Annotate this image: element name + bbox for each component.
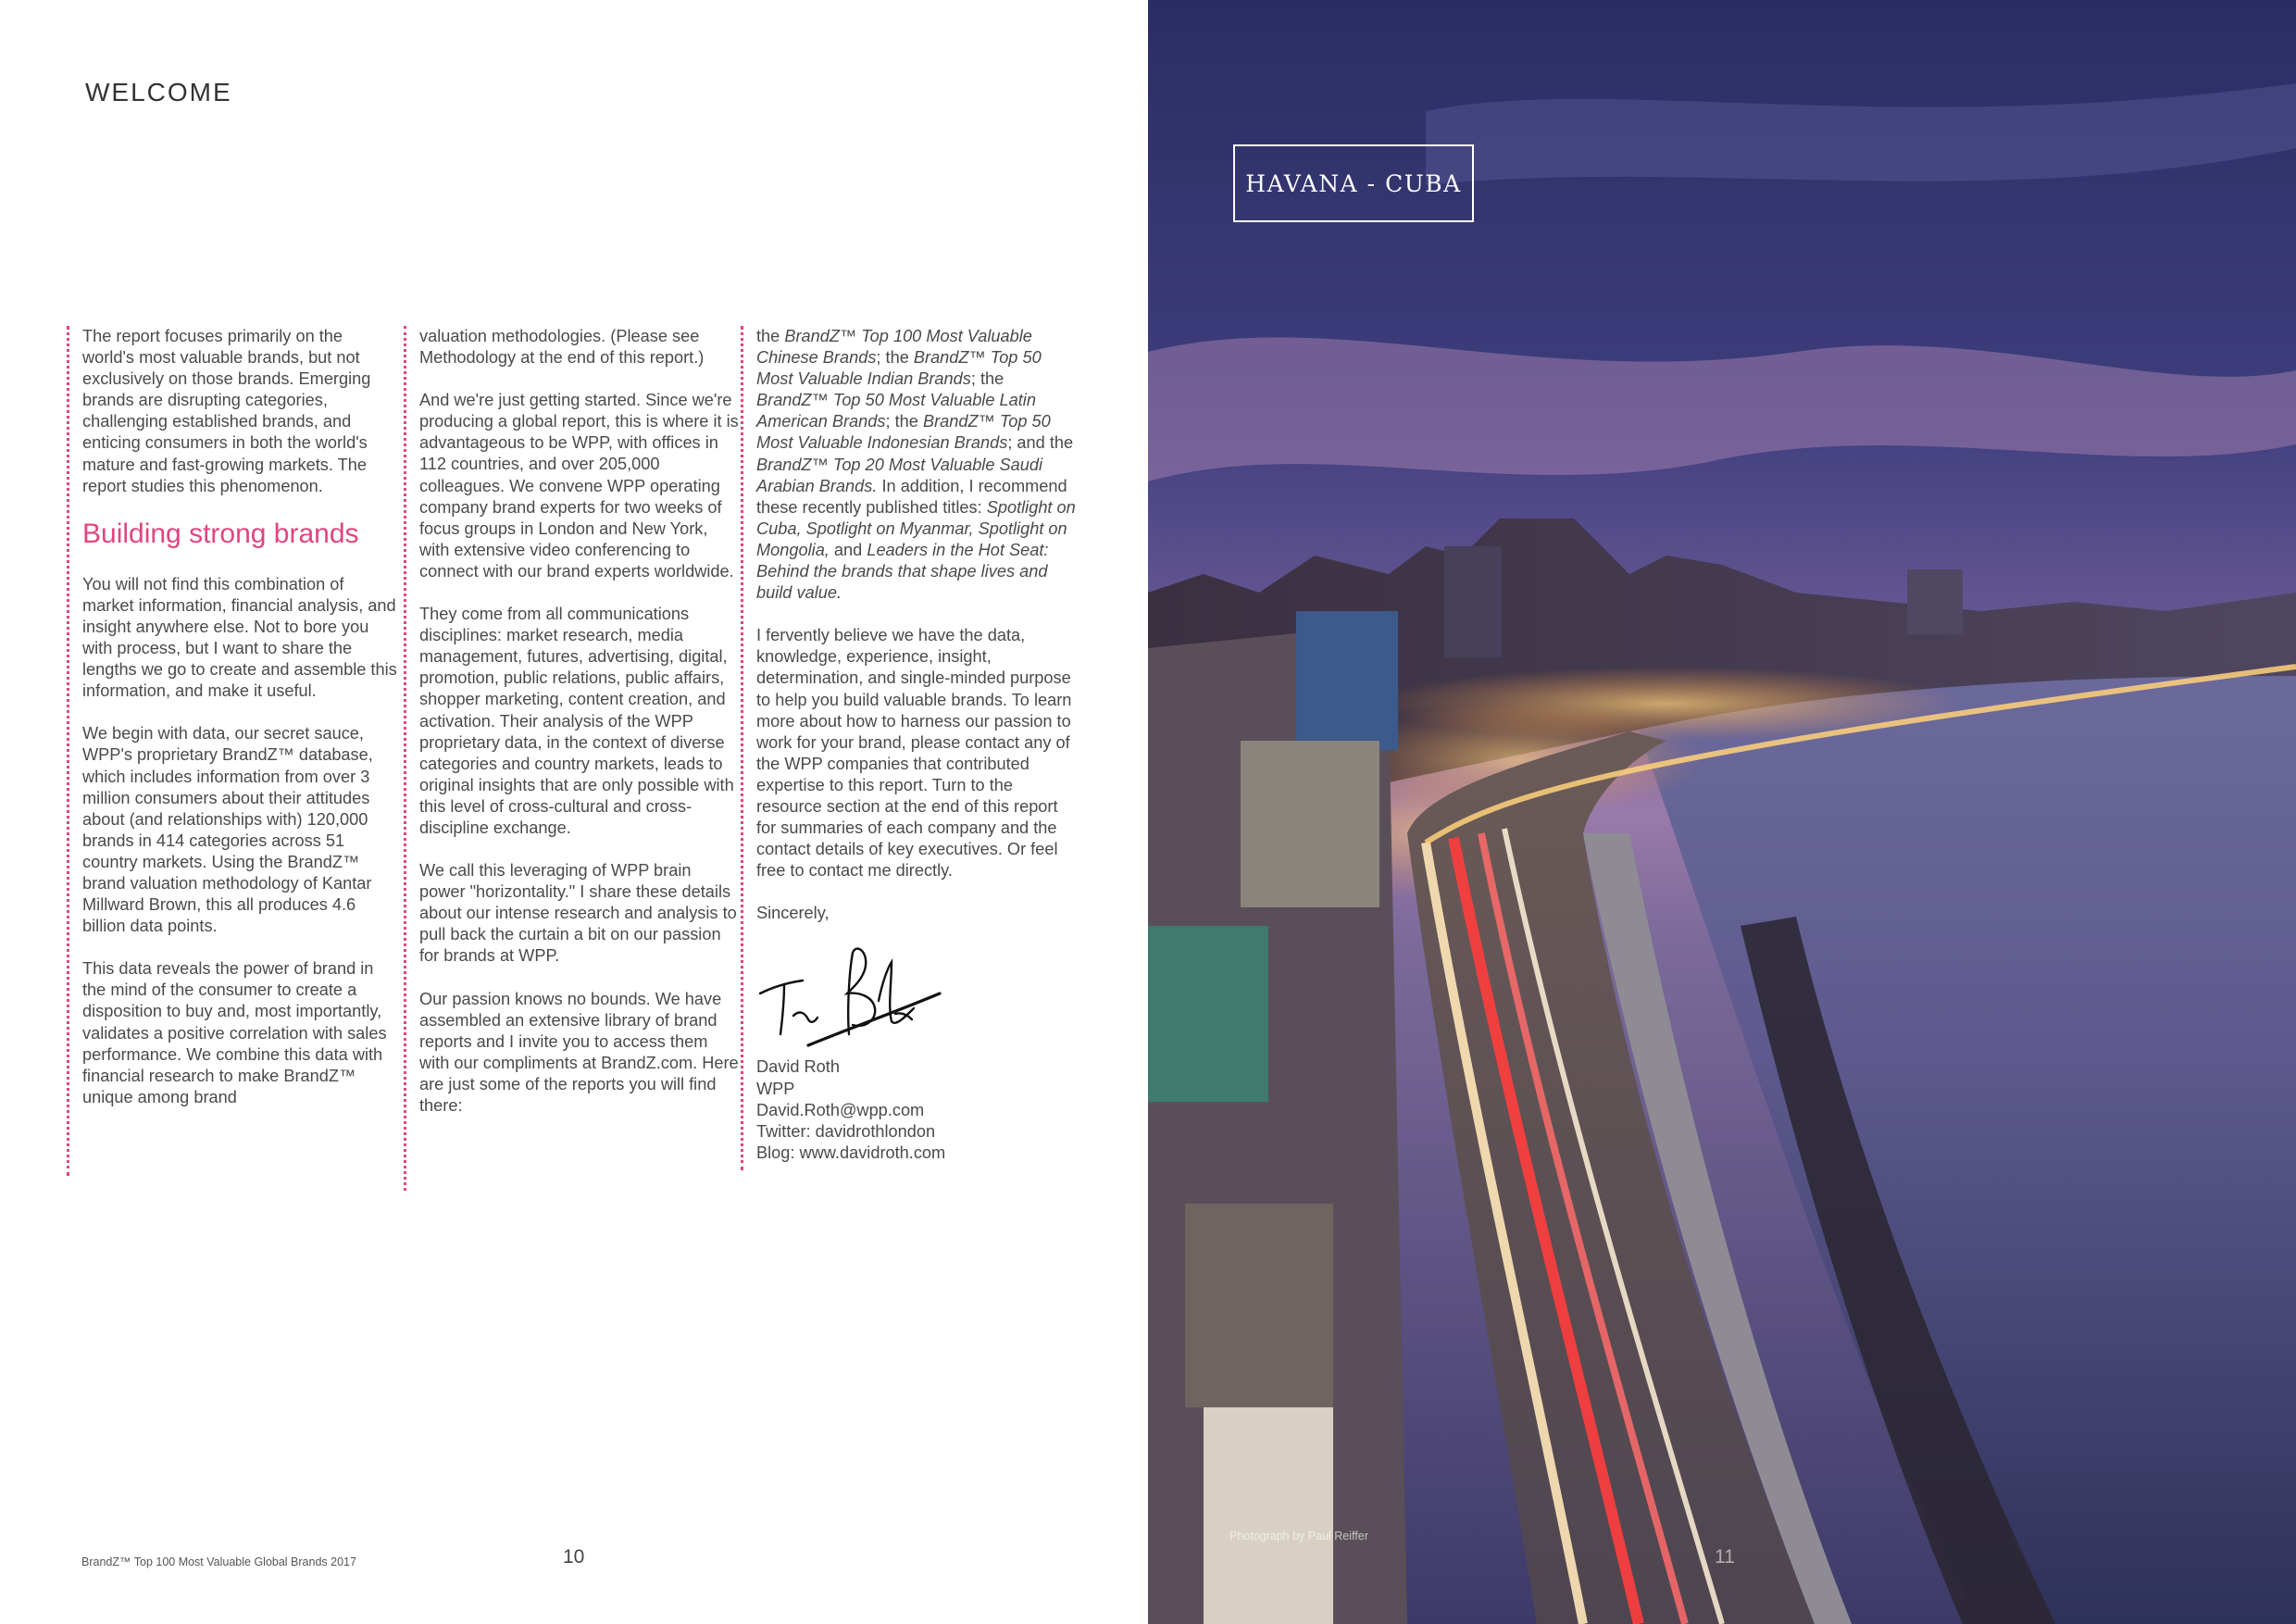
paragraph: Our passion knows no bounds. We have assembled an extensive library of brand reports and I invite you to access them with our compliments at BrandZ.com. Here are just some of the reports you will find there:: [419, 989, 739, 1115]
report-title: Leaders in the Hot Seat: Behind the brands that shape lives and build value.: [756, 540, 1049, 603]
paragraph: The report focuses primarily on the world's most valuable brands, but not exclusively on those brands. Emerging brands are disrupting categories, challenging established brands, and enticing consumers in both the world's mature and fast-growing markets. The report studies this phenomenon.: [82, 327, 371, 495]
paragraph: We call this leveraging of WPP brain power "horizontality." I share these details about our intense research and analysis to pull back the curtain a bit on our passion for brands at WPP.: [419, 861, 737, 966]
report-title: BrandZ™ Top 20 Most Valuable Saudi Arabian Brands.: [756, 455, 1043, 495]
report-title: BrandZ™ Top 50 Most Valuable Indonesian Brands: [756, 412, 1051, 453]
signature-icon: [756, 945, 942, 1047]
havana-malecon-photo-icon: [1148, 0, 2296, 1624]
text-run: In addition, I recommend these recently published titles:: [756, 476, 1067, 517]
paragraph: valuation methodologies. (Please see Methodology at the end of this report.): [419, 327, 705, 368]
text-column-3: [741, 326, 1080, 1170]
signer-name: David Roth: [756, 1057, 840, 1077]
footer-title: BrandZ™ Top 100 Most Valuable Global Brands 2017: [81, 1555, 356, 1568]
page-number-left: 10: [563, 1546, 585, 1568]
signer-email[interactable]: David.Roth@wpp.com: [756, 1100, 925, 1119]
paragraph: This data reveals the power of brand in the mind of the consumer to create a disposition to buy and, most importantly, validates a positive correlation with sales performance. We combine this data with financial research to make BrandZ™ unique among brand: [82, 959, 387, 1106]
text-column-2: [404, 326, 740, 1191]
signer-blog: Blog: www.davidroth.com: [756, 1143, 946, 1162]
page-number-right: 11: [1715, 1546, 1735, 1568]
sign-off: Sincerely,: [756, 904, 830, 923]
section-heading: Building strong brands: [82, 518, 359, 549]
text-run: and: [829, 540, 867, 559]
text-run: ; the: [876, 348, 914, 368]
signer-details: [756, 1056, 1080, 1163]
location-badge: HAVANA - CUBA: [1233, 144, 1474, 222]
report-list-paragraph: [756, 326, 1080, 604]
paragraph: I fervently believe we have the data, knowledge, experience, insight, determination, and single-minded purpose to help you build valuable brands. To learn more about how to harness our passion to work for your brand, please contact any of the WPP companies that contributed expertise to this report. Turn to the resource section at the end of this report for summaries of each company and the contact details of key executives. Or feel free to contact me directly.: [756, 626, 1072, 881]
report-title: BrandZ™ Top 50 Most Valuable Latin American Brands: [756, 391, 1036, 431]
text-run: ; the: [885, 412, 923, 431]
signer-twitter: Twitter: davidrothlondon: [756, 1121, 936, 1141]
paragraph: You will not find this combination of market information, financial analysis, and insight anywhere else. Not to bore you with process, but I want to share the lengths we go to create and assemble this information, and make it useful.: [82, 574, 397, 701]
report-title: BrandZ™ Top 50 Most Valuable Indian Brands: [756, 348, 1042, 389]
report-title: Spotlight on Cuba, Spotlight on Myanmar, Spotlight on Mongolia,: [756, 497, 1076, 559]
photo-credit: Photograph by Paul Reiffer: [1229, 1530, 1368, 1543]
text-run: the: [756, 327, 785, 345]
report-title: BrandZ™ Top 100 Most Valuable Chinese Brands: [756, 327, 1032, 368]
text-run: ; and the: [1007, 433, 1074, 453]
right-page: [1148, 0, 2296, 1624]
paragraph: We begin with data, our secret sauce, WPP's proprietary BrandZ™ database, which includes information from over 3 million consumers about their attitudes about (and relationships with) 120,000 brands in 414 categories across 51 country markets. Using the BrandZ™ brand valuation methodology of Kantar Millward Brown, this all produces 4.6 billion data points.: [82, 724, 373, 936]
signer-company: WPP: [756, 1079, 795, 1098]
section-label: WELCOME: [85, 78, 232, 106]
paragraph: They come from all communications disciplines: market research, media management, futures, advertising, digital, promotion, public relations, public affairs, shopper marketing, content creation, and activation. Their analysis of the WPP proprietary data, in the context of diverse categories and country markets, leads to original insights that are only possible with this level of cross-cultural and cross-discipline exchange.: [419, 605, 734, 837]
text-run: ; the: [970, 369, 1004, 389]
paragraph: And we're just getting started. Since we're producing a global report, this is where it is advantageous to be WPP, with offices in 112 countries, and over 205,000 colleagues. We convene WPP operating company brand experts for two weeks of focus groups in London and New York, with extensive video conferencing to connect with our brand experts worldwide.: [419, 391, 739, 581]
text-column-1: [67, 326, 397, 1176]
